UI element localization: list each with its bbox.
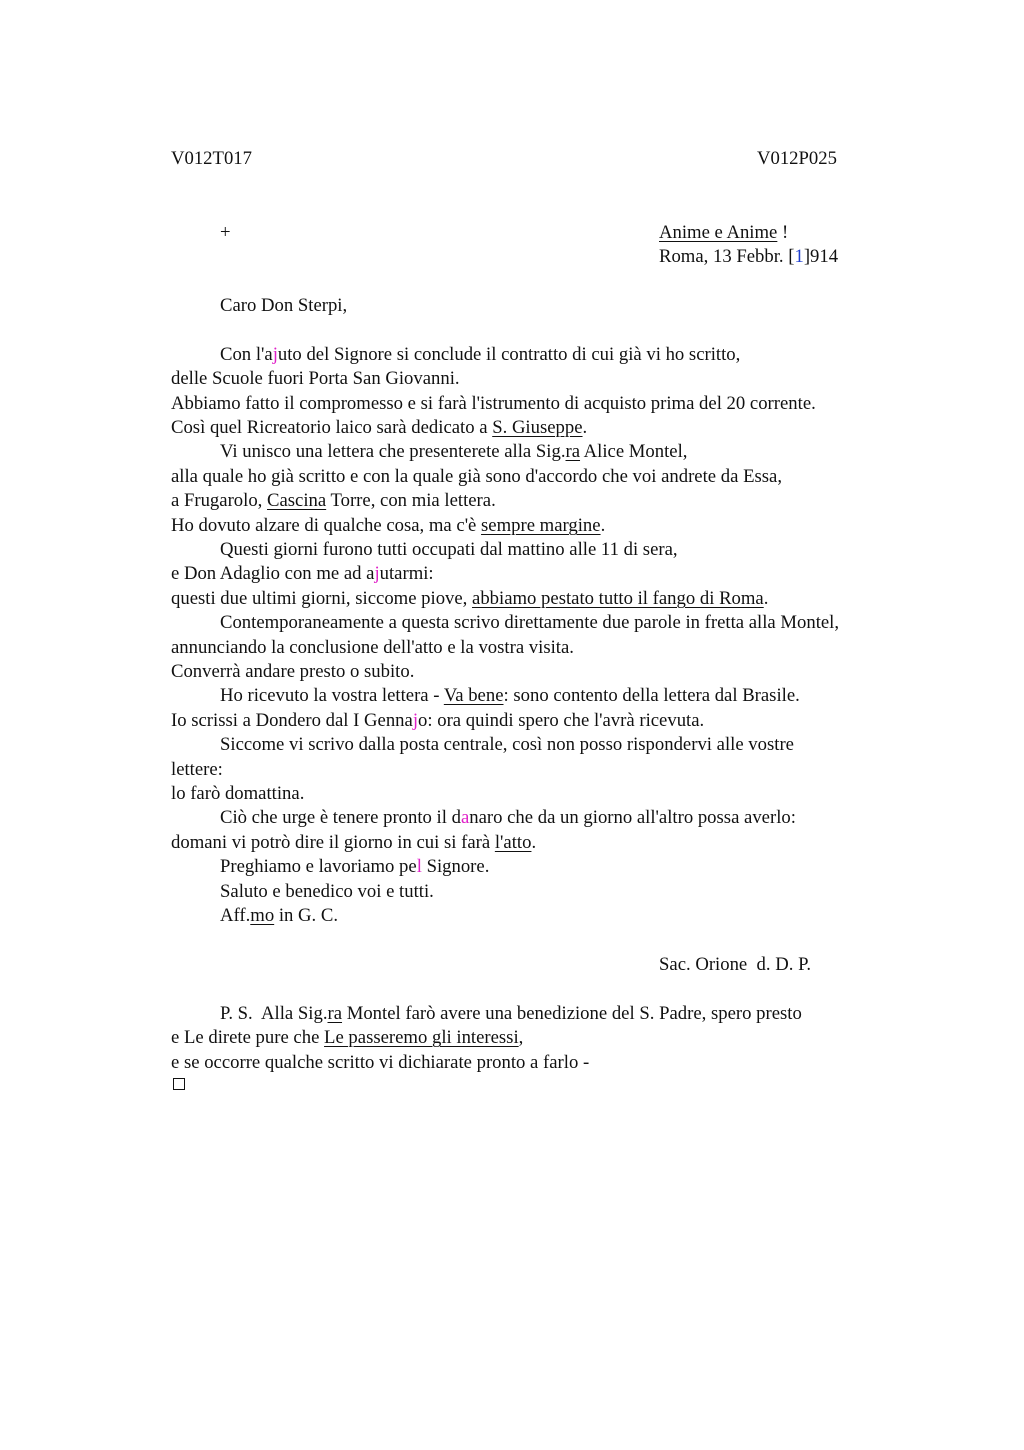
- date-prefix: Roma, 13 Febbr. [: [659, 246, 795, 267]
- postscript-line: e se occorre qualche scritto vi dichiarate pronto a farlo -: [171, 1052, 590, 1073]
- closing-line: Aff.mo in G. C.: [220, 905, 339, 926]
- date-suffix: ]914: [803, 246, 839, 267]
- body-line: Converrà andare presto o subito.: [171, 661, 415, 682]
- body-line: a Frugarolo, Cascina Torre, con mia lettera.: [171, 490, 496, 511]
- postscript-line: e Le direte pure che Le passeremo gli interessi,: [171, 1027, 524, 1048]
- body-line: Così quel Ricreatorio laico sarà dedicato a S. Giuseppe.: [171, 417, 588, 438]
- body-line: alla quale ho già scritto e con la quale già sono d'accordo che voi andrete da Essa,: [171, 466, 782, 487]
- body-line: Questi giorni furono tutti occupati dal mattino alle 11 di sera,: [220, 539, 678, 560]
- signature: Sac. Orione d. D. P.: [659, 954, 812, 975]
- body-line: e Don Adaglio con me ad ajutarmi:: [171, 563, 434, 584]
- body-line: domani vi potrò dire il giorno in cui si farà l'atto.: [171, 832, 537, 853]
- cross-mark: +: [220, 222, 231, 243]
- letter-date: [659, 248, 838, 267]
- body-line: Io scrissi a Dondero dal I Gennajo: ora quindi spero che l'avrà ricevuta.: [171, 710, 705, 731]
- postscript-line: P. S. Alla Sig.ra Montel farò avere una benedizione del S. Padre, spero presto: [220, 1003, 802, 1024]
- motto-exclamation: !: [777, 222, 789, 243]
- body-line: Ciò che urge è tenere pronto il danaro che da un giorno all'altro possa averlo:: [220, 807, 796, 828]
- page-code-right: V012P025: [757, 148, 837, 169]
- body-line: lo farò domattina.: [171, 783, 305, 804]
- date-editorial-digit: 1: [794, 246, 804, 267]
- body-line: lettere:: [171, 759, 223, 780]
- body-line: questi due ultimi giorni, siccome piove, abbiamo pestato tutto il fango di Roma.: [171, 588, 769, 609]
- body-line: Siccome vi scrivo dalla posta centrale, così non posso rispondervi alle vostre: [220, 734, 794, 755]
- body-line: delle Scuole fuori Porta San Giovanni.: [171, 368, 460, 389]
- body-line: annunciando la conclusione dell'atto e la vostra visita.: [171, 637, 574, 658]
- body-line: Ho ricevuto la vostra lettera - Va bene: sono contento della lettera dal Brasile.: [220, 685, 800, 706]
- body-line: Vi unisco una lettera che presenterete alla Sig.ra Alice Montel,: [220, 441, 688, 462]
- body-line: Abbiamo fatto il compromesso e si farà l'istrumento di acquisto prima del 20 corrente.: [171, 393, 816, 414]
- body-line: Ho dovuto alzare di qualche cosa, ma c'è sempre margine.: [171, 515, 606, 536]
- body-line: Saluto e benedico voi e tutti.: [220, 881, 434, 902]
- body-line: Con l'ajuto del Signore si conclude il contratto di cui già vi ho scritto,: [220, 344, 741, 365]
- motto: [659, 224, 788, 243]
- body-line: Preghiamo e lavoriamo pel Signore.: [220, 856, 490, 877]
- motto-text: Anime e Anime: [659, 222, 778, 243]
- salutation: Caro Don Sterpi,: [220, 295, 348, 316]
- body-line: Contemporaneamente a questa scrivo direttamente due parole in fretta alla Montel,: [220, 612, 840, 633]
- end-square-icon: [173, 1078, 185, 1090]
- document-code-left: V012T017: [171, 148, 252, 169]
